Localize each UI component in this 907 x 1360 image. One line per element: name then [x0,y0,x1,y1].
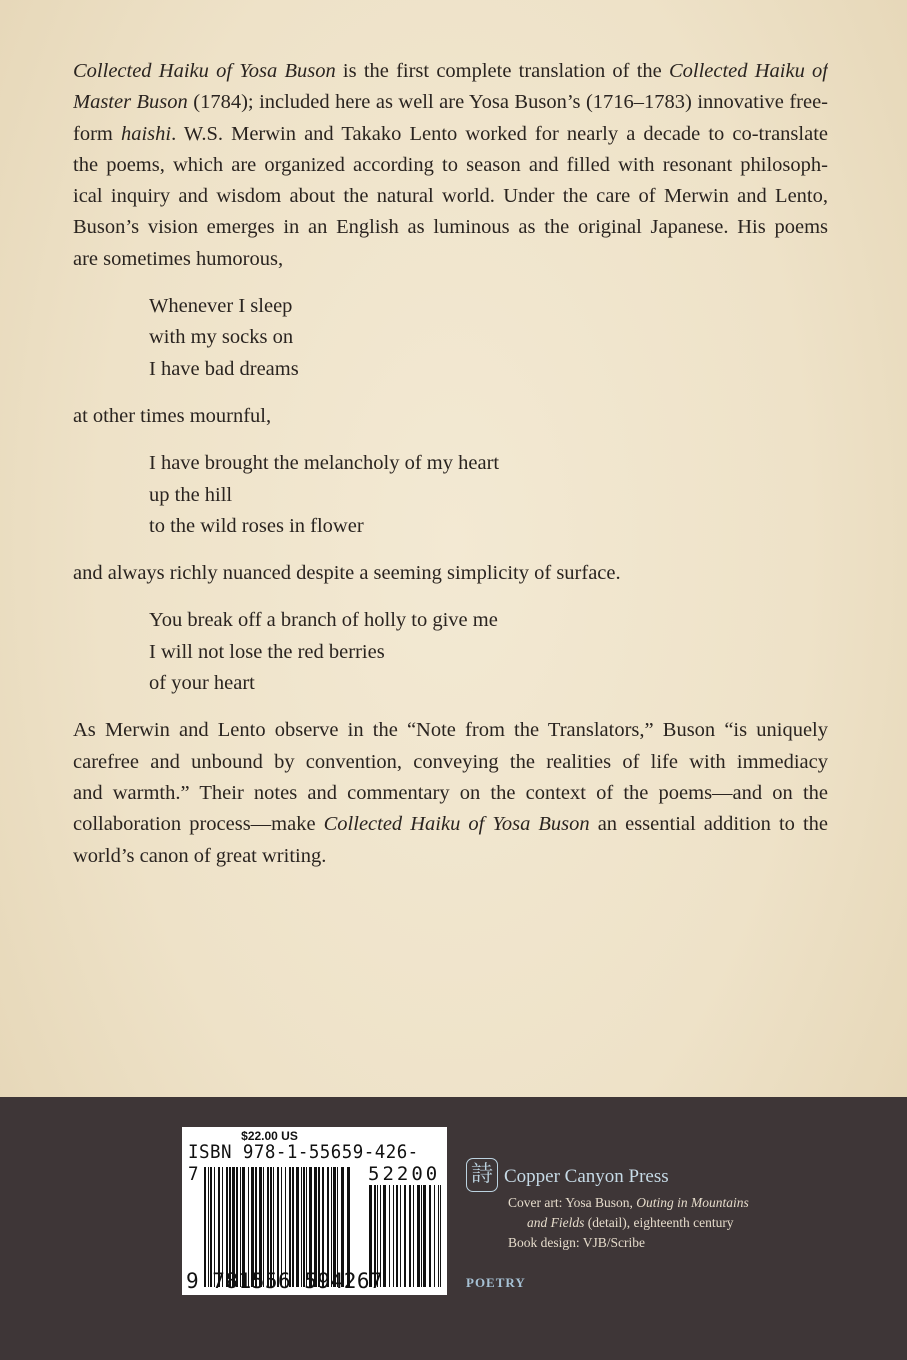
publisher-name: Copper Canyon Press [504,1166,669,1187]
text-line [149,668,828,699]
addon-number: 52200 [368,1163,441,1185]
barcode-bar [440,1185,441,1287]
text-run: You break off a branch of holly to give me [149,609,498,632]
text-line [73,401,828,432]
text-line [73,841,828,872]
paragraph [73,401,828,432]
text-run: Whenever I sleep [149,295,293,318]
text-run: at other times mournful, [73,404,272,427]
barcode-bar [423,1185,426,1287]
book-design-credit: Book design: VJB/Scribe [508,1235,646,1250]
artwork-title: Outing in Mountains [636,1195,749,1210]
credit-prefix: Cover art: Yosa Buson, [508,1195,637,1210]
barcode-bar [404,1185,406,1287]
text-line [73,809,828,840]
cover-description [73,56,828,888]
text-line [149,637,828,668]
italic-text: haishi [120,122,172,145]
text-line [73,119,828,150]
text-run: I have bad dreams [149,357,299,380]
haiku-excerpt [73,605,828,699]
barcode-bar [389,1185,390,1287]
barcode-bar [409,1185,411,1287]
barcode-bar [429,1185,431,1287]
text-line [149,511,828,542]
barcode-bar [421,1185,422,1287]
text-line [73,715,828,746]
text-run: is the first complete translation of the [335,60,669,82]
italic-text: Collected Haiku of Yosa Buson [323,813,590,836]
text-run: world’s canon of great writing. [73,844,327,867]
haiku-excerpt [73,448,828,542]
text-line [149,480,828,511]
publisher-logo-icon: 詩 [466,1158,498,1192]
text-run: are sometimes humorous, [73,247,284,270]
italic-text: Collected Haiku of [668,60,828,82]
text-run: with my socks on [149,326,294,349]
text-line [73,747,828,778]
text-run: collaboration process—make [73,813,324,836]
barcode-bar [417,1185,420,1287]
category-label: POETRY [466,1275,526,1290]
text-run: the poems, which are organized according to season and filled with resonant philosoph- [73,153,828,176]
artwork-title-cont: and Fields [527,1215,585,1230]
paragraph [73,558,828,589]
text-line [73,778,828,809]
text-line [73,244,828,275]
text-line [73,212,828,243]
text-run: . W.S. Merwin and Takako Lento worked for nearly a decade to co-translate [171,122,828,145]
isbn-label: ISBN 978-1-55659-426-7 [188,1141,419,1185]
text-line [73,87,828,118]
text-run: and warmth.” Their notes and commentary on the context of the poems—and on the [73,781,828,804]
paragraph [73,56,828,275]
text-run: I have brought the melancholy of my heart [149,452,500,475]
text-line [149,605,828,636]
text-line [149,448,828,479]
text-line [149,354,828,385]
ean-number: 9 781556 594267 [186,1269,384,1293]
barcode-bar [438,1185,439,1287]
italic-text: Master Buson [73,91,188,114]
text-run: Buson’s vision emerges in an English as luminous as the original Japanese. His poems [73,216,828,239]
text-run: and always richly nuanced despite a seeming simplicity of surface. [73,562,621,585]
text-run: (1784); included here as well are Yosa Buson’s (1716–1783) innovative free- [187,91,828,114]
text-run: to the wild roses in flower [149,514,364,537]
bottom-band [0,1097,907,1360]
text-run: ical inquiry and wisdom about the natural world. Under the care of Merwin and Lento, [73,185,828,208]
barcode-bar [396,1185,398,1287]
cover-art-credit-cont [527,1215,734,1231]
text-run: an essential addition to the [589,813,828,836]
barcode-bar [383,1185,386,1287]
barcode-bar [413,1185,414,1287]
text-line [149,291,828,322]
text-run: of your heart [149,672,255,695]
text-run: I will not lose the red berries [149,640,385,663]
text-run: carefree and unbound by convention, conveying the realities of life with immediacy [73,750,828,773]
price: $22.00 US [241,1129,298,1143]
text-line [149,322,828,353]
text-run: up the hill [149,483,233,506]
cover-art-credit [508,1195,749,1211]
barcode-bar [393,1185,394,1287]
barcode [182,1127,447,1295]
paragraph [73,715,828,871]
barcode-bar [400,1185,401,1287]
text-line [73,150,828,181]
italic-text: Collected Haiku of Yosa Buson [73,60,336,82]
barcode-bar [434,1185,435,1287]
text-line [73,181,828,212]
text-run: As Merwin and Lento observe in the “Note from the Translators,” Buson “is uniquely [73,719,828,742]
text-line [73,56,828,87]
haiku-excerpt [73,291,828,385]
credit-suffix: (detail), eighteenth century [584,1215,734,1230]
text-line [73,558,828,589]
text-run: form [73,122,121,145]
